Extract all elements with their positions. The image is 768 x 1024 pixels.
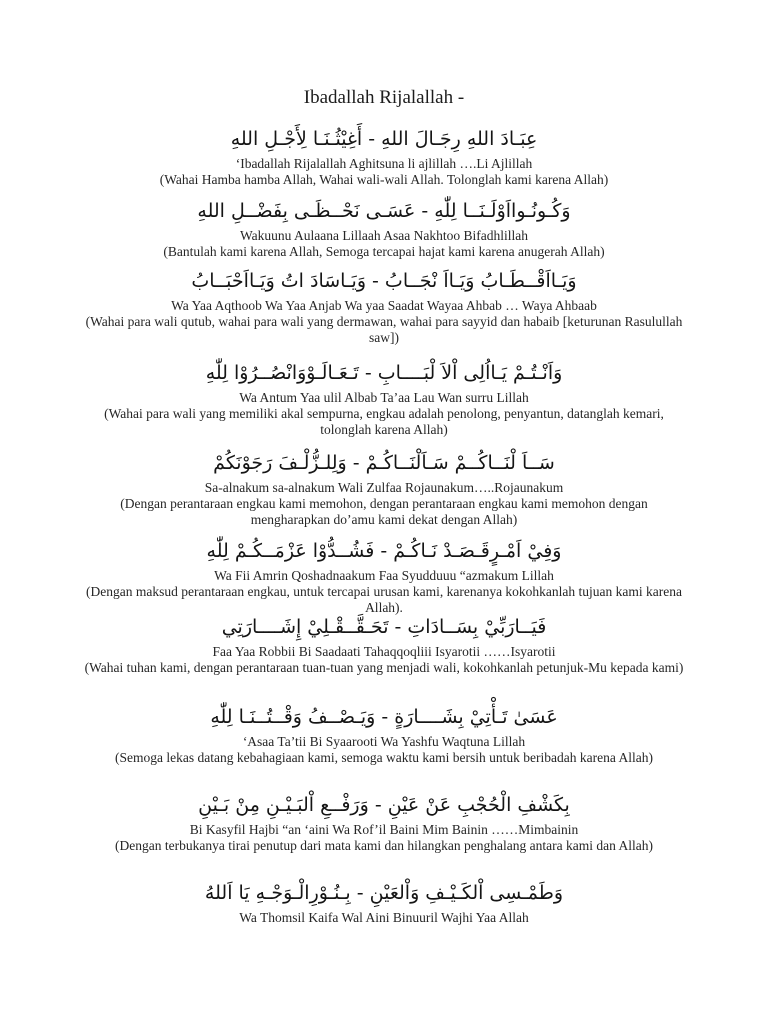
arabic-verse: وَاَنْـتُـمْ يَـااُلِى اْلاَ لْبَــــابِ - تَـعَـالَـوْوَانْصُــرُوْا لِلّٰهِ (205, 362, 563, 384)
stanza-10 (84, 876, 684, 926)
transliteration: ‘Asaa Ta’tii Bi Syaarooti Wa Yashfu Waqtuna Lillah (242, 734, 526, 749)
page-title: Ibadallah Rijalallah - (303, 87, 465, 108)
translation: (Dengan maksud perantaraan engkau, untuk tercapai urusan kami, karenanya kokohkanlah tujuan kami karena Allah). (85, 584, 683, 615)
transliteration: Wa Antum Yaa ulil Albab Ta’aa Lau Wan surru Lillah (239, 390, 529, 405)
translation: (Wahai tuhan kami, dengan perantaraan tuan-tuan yang menjadi wali, kokohkanlah petunjuk-Mu kepada kami) (84, 660, 684, 675)
arabic-verse: بِكَشْفِ الْحُجْبِ عَنْ عَيْنِ - وَرَفْــعِ اْلبَـيْـنِ مِنْ بَـيْنِ (198, 794, 570, 816)
arabic-verse: عَسَىٰ تَـأْتِيْ بِشَــــارَةٍ - وَيَـصْــفُ وَقْــتُــنَـا لِلّٰهِ (210, 706, 558, 728)
translation: (Wahai Hamba hamba Allah, Wahai wali-wali Allah. Tolonglah kami karena Allah) (159, 172, 609, 187)
translation: (Semoga lekas datang kebahagiaan kami, semoga waktu kami bersih untuk beribadah karena Allah) (115, 750, 653, 765)
translation: (Bantulah kami karena Allah, Semoga tercapai hajat kami karena anugerah Allah) (163, 244, 605, 259)
translation: (Wahai para wali yang memiliki akal sempurna, engkau adalah penolong, penyantun, datanglah kemari, tolonglah karena Allah) (104, 406, 664, 437)
stanza-6 (84, 534, 684, 616)
stanza-9 (84, 788, 684, 854)
arabic-verse: وَطَمْـسِى اْلكَـيْـفِ وَاْلعَيْنِ - بِـنُـوْرِالْـوَجْـهِ يَا اَللهُ (204, 882, 564, 904)
arabic-verse: عِبَـادَ اللهِ رِجَـالَ اللهِ - أَغِيْثُـنَـا لِأَجْـلِ اللهِ (230, 128, 538, 150)
stanza-1 (84, 122, 684, 188)
translation: (Wahai para wali qutub, wahai para wali yang dermawan, wahai para sayyid dan habaib [keturunan Rasulullah saw]) (85, 314, 683, 345)
arabic-verse: وَكُـونُـوااَوْلَـنَــا لِلّٰهِ - عَسَـى نَحْــظَـى بِفَضْــلِ اللهِ (197, 200, 571, 222)
stanza-8 (84, 700, 684, 766)
transliteration: Wa Yaa Aqthoob Wa Yaa Anjab Wa yaa Saadat Wayaa Ahbab … Waya Ahbaab (171, 298, 597, 313)
stanza-4 (84, 356, 684, 438)
transliteration: Wakuunu Aulaana Lillaah Asaa Nakhtoo Bifadhlillah (240, 228, 528, 243)
transliteration: Wa Fii Amrin Qoshadnaakum Faa Syudduuu “azmakum Lillah (214, 568, 554, 583)
stanza-2 (84, 194, 684, 260)
translation: (Dengan terbukanya tirai penutup dari mata kami dan hilangkan penghalang antara kami dan Allah) (115, 838, 653, 853)
arabic-verse: وَفِيْ اَمْـرٍقَـصَـدْ نَـاكُـمْ - فَشُــدُّوْا عَزْمَــكُـمْ لِلّٰهِ (206, 540, 562, 562)
transliteration: Faa Yaa Robbii Bi Saadaati Tahaqqoqliii Isyarotii ……Isyarotii (212, 644, 556, 659)
transliteration: Wa Thomsil Kaifa Wal Aini Binuuril Wajhi Yaa Allah (239, 910, 529, 925)
transliteration: Bi Kasyfil Hajbi “an ‘aini Wa Rof’il Baini Mim Bainin ……Mimbainin (189, 822, 579, 837)
arabic-verse: سَــاَ لْنَــاكُــمْ سَـاَلْنَــاكُـمْ - وَلِلـزُّلْـفَ رَجَوْنَكُمْ (213, 452, 555, 474)
stanza-7 (84, 610, 684, 676)
stanza-3 (84, 264, 684, 346)
transliteration: ‘Ibadallah Rijalallah Aghitsuna li ajlillah ….Li Ajlillah (235, 156, 533, 171)
arabic-verse: فَيَــارَبِّيْ بِسَــادَاتِ - تَحَـقَّــقْـلِيْ إِشَــــارَتِي (221, 616, 547, 638)
transliteration: Sa-alnakum sa-alnakum Wali Zulfaa Rojaunakum…..Rojaunakum (204, 480, 564, 495)
stanza-5 (84, 446, 684, 528)
translation: (Dengan perantaraan engkau kami memohon, dengan perantaraan engkau kami memohon dengan mengharapkan do’amu kami dekat dengan Allah) (120, 496, 648, 527)
arabic-verse: وَيَـااَقْــطَـابُ وَيَـااَ نْجَــابُ - وَيَـاسَادَ اتُ وَيَـااَحْبَــابُ (191, 270, 577, 292)
